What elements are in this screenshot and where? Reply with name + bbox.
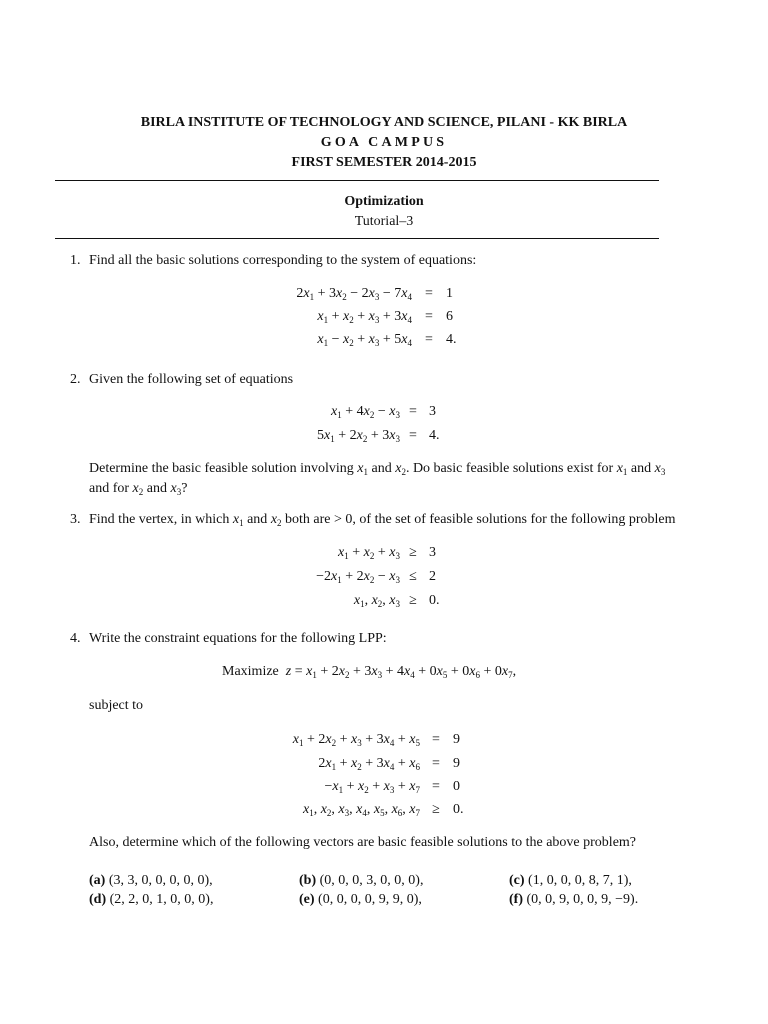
option-label: (d)	[89, 892, 107, 907]
option-value: (2, 2, 0, 1, 0, 0, 0),	[109, 892, 214, 907]
option-label: (a)	[89, 873, 106, 888]
inequality-relation: ≥	[409, 545, 417, 560]
campus-name: GOA CAMPUS	[320, 135, 448, 150]
constraint-rhs: 9	[453, 756, 460, 771]
question-text: Write the constraint equations for the following LPP:	[89, 631, 387, 646]
follow-text: ?	[181, 481, 188, 496]
question-number: 2.	[70, 372, 81, 387]
option-label: (b)	[299, 873, 317, 888]
equation-rhs: 3	[429, 404, 436, 419]
constraint-relation: =	[432, 756, 440, 771]
also-text: Also, determine which of the following vectors are basic feasible solutions to the above problem?	[89, 835, 637, 850]
follow-text: Determine the basic feasible solution involving	[89, 461, 354, 476]
constraint-rhs: 0	[453, 779, 460, 794]
question-text: Find the vertex, in which $x_1$ and $x_2$ both are > 0, of the set of feasible solutions for the following problem	[89, 512, 676, 528]
option-value: (3, 3, 0, 0, 0, 0, 0),	[108, 873, 213, 888]
follow-text: and	[371, 461, 392, 476]
option-d	[89, 892, 213, 908]
question-number: 1.	[70, 253, 81, 268]
question-text: Find all the basic solutions corresponding to the system of equations:	[89, 253, 477, 268]
institute-name: BIRLA INSTITUTE OF TECHNOLOGY AND SCIENCE, PILANI - KK BIRLA	[140, 115, 628, 130]
option-value: (1, 0, 0, 0, 8, 7, 1),	[528, 873, 632, 888]
bottom-rule	[55, 238, 659, 239]
constraint-rhs: 0.	[453, 802, 464, 817]
constraint-relation: =	[432, 779, 440, 794]
follow-text: and for	[89, 481, 130, 496]
option-label: (f)	[509, 892, 523, 907]
option-value: (0, 0, 9, 0, 0, 9, −9).	[526, 892, 639, 907]
option-a	[89, 873, 213, 889]
option-value: (0, 0, 0, 0, 9, 9, 0),	[318, 892, 422, 907]
option-c	[509, 873, 632, 889]
follow-text: . Do basic feasible solutions exist for	[405, 461, 614, 476]
follow-text: and	[146, 481, 167, 496]
tutorial-label: Tutorial–3	[354, 214, 414, 229]
option-e	[299, 892, 422, 908]
inequality-rhs: 0.	[429, 593, 440, 608]
question-text: Given the following set of equations	[89, 372, 294, 387]
semester: FIRST SEMESTER 2014-2015	[291, 155, 477, 170]
equation-relation: =	[425, 332, 433, 347]
constraint-rhs: 9	[453, 732, 460, 747]
inequality-relation: ≥	[409, 593, 417, 608]
inequality-relation: ≤	[409, 569, 417, 584]
constraint-relation: ≥	[432, 802, 440, 817]
equation-relation: =	[425, 286, 433, 301]
follow-up-line-2: and for $x_2$ and $x_3$?	[89, 481, 188, 497]
equation-relation: =	[409, 428, 417, 443]
top-rule	[55, 180, 659, 181]
question-number: 3.	[70, 512, 81, 527]
option-label: (e)	[299, 892, 315, 907]
option-label: (c)	[509, 873, 525, 888]
inequality-rhs: 2	[429, 569, 436, 584]
equation-relation: =	[425, 309, 433, 324]
maximize-label: Maximize	[222, 664, 279, 679]
course-title: Optimization	[344, 194, 424, 209]
subject-to-label: subject to	[89, 698, 144, 713]
question-text-part: and	[247, 512, 268, 527]
constraint-relation: =	[432, 732, 440, 747]
option-value: (0, 0, 0, 3, 0, 0, 0),	[319, 873, 424, 888]
question-number: 4.	[70, 631, 81, 646]
follow-up-line-1: Determine the basic feasible solution involving $x_1$ and $x_2$. Do basic feasible solutions exist for $x_1$ and $x_3$	[89, 461, 666, 477]
option-f	[509, 892, 638, 908]
objective-function: Maximize $z = x_1 + 2x_2 + 3x_3 + 4x_4 + 0x_5 + 0x_6 + 0x_7$,	[222, 664, 517, 680]
equation-rhs: 6	[446, 309, 453, 324]
follow-text: and	[630, 461, 652, 476]
equation-rhs: 1	[446, 286, 453, 301]
equation-rhs: 4.	[446, 332, 457, 347]
equation-relation: =	[409, 404, 417, 419]
option-b	[299, 873, 423, 889]
equation-rhs: 4.	[429, 428, 440, 443]
question-text-part: both are > 0, of the set of feasible solutions for the following problem	[285, 512, 676, 527]
question-text-part: Find the vertex, in which	[89, 512, 230, 527]
inequality-rhs: 3	[429, 545, 436, 560]
